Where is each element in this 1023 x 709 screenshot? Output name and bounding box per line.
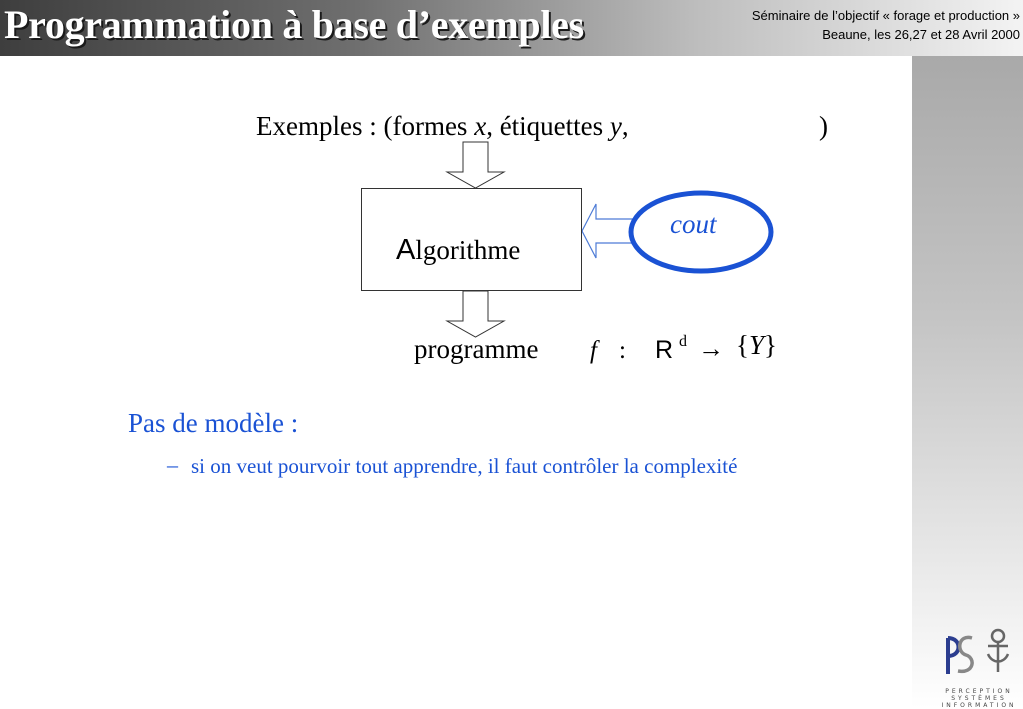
logo-wordmark [936,688,1022,709]
slide-title: Programmation à base d’exemples [4,2,584,47]
date-line: Beaune, les 26,27 et 28 Avril 2000 [822,27,1020,42]
formula-colon: : [619,337,626,364]
section-heading: Pas de modèle : [128,408,299,438]
algorithm-label [396,234,520,267]
formula-f: f [590,337,597,364]
examples-mid: , étiquettes [486,111,610,141]
formula-arrow: → [698,334,724,363]
output-down-arrow [447,291,504,337]
logo-word-perception: PERCEPTION [945,688,1013,695]
input-down-arrow [447,142,504,188]
programme-label: programme [414,334,539,364]
logo-word-systemes: SYSTÈMES [951,695,1007,702]
formula-Y: Y [748,330,764,360]
bullet-text: si on veut pourvoir tout apprendre, il faut contrôler la complexité [191,454,738,478]
examples-x: x [474,111,487,141]
formula-superscript-d: d [679,333,687,350]
bullet-dash: – [167,452,178,477]
algorithm-rest: lgorithme [415,235,521,265]
logo-word-information: INFORMATION [941,702,1017,709]
formula-brace-close: } [764,330,777,360]
formula-brace-open: { [736,330,749,360]
examples-close-paren: ) [819,111,828,141]
cost-label: cout [670,209,717,239]
examples-prefix: Exemples : (formes [256,111,475,141]
formula-set [736,330,777,361]
examples-comma: , [621,111,629,141]
seminar-line: Séminaire de l’objectif « forage et production » [751,8,1020,23]
formula-R: R [655,336,674,364]
examples-y: y [609,111,622,141]
algorithm-initial: A [396,234,416,266]
cost-left-arrow [582,204,635,258]
